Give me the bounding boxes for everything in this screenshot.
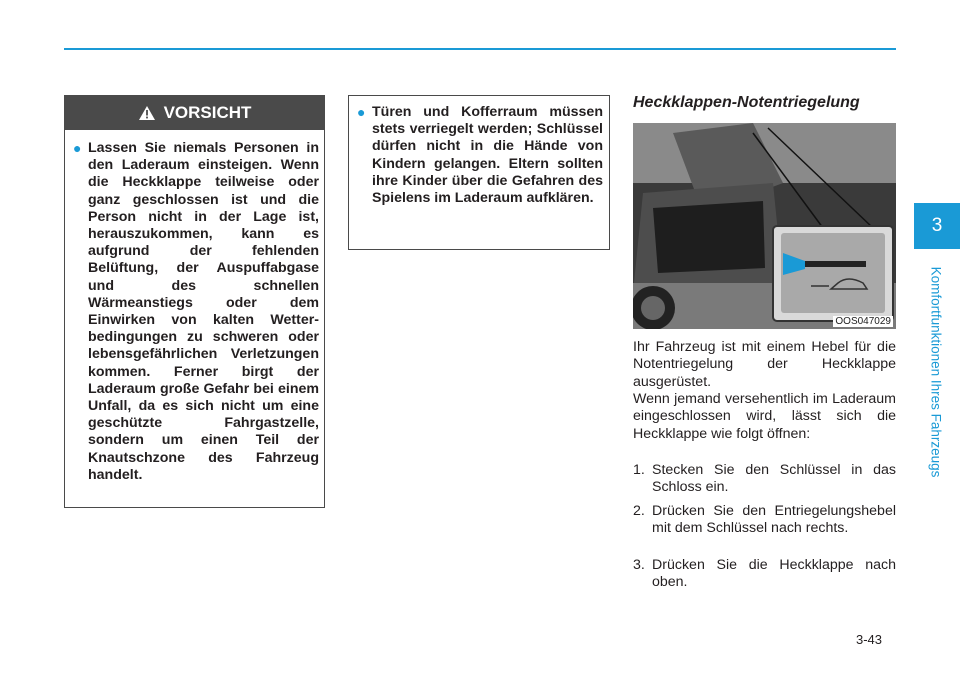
instruction-paragraph: Wenn jemand versehentlich im Laderaum eingeschlossen wird, lässt sich die Heckklappe wie folgt öffnen: [633, 391, 896, 442]
figure-code: OOS047029 [835, 316, 891, 327]
step-2-text: Drücken Sie den Entriegelungshebel mit dem Schlüssel nach rechts. [652, 503, 896, 537]
step-1-text: Stecken Sie den Schlüssel in das Schloss ein. [652, 462, 896, 496]
tailgate-release-figure [633, 123, 896, 329]
warning-bullet-1-text: Lassen Sie niemals Personen in den Laderaum einsteigen. Wenn die Heckklappe teilweise oder ganz geschlossen ist und die Person nicht in der Lage ist, herauszukommen, kann es aufgrund der fehlenden Belüftung, der Auspuffabgase und des schnellen Wärmeanstiegs oder dem Einwirken von kalten Wetter-bedingungen zu schweren oder lebensgefährlichen Verletzungen kommen. Ferner birgt der Laderaum große Gefahr bei einem Unfall, da es sich nicht um eine geschützte Fahrgastzelle, sondern um einen Teil der Knautschzone des Fahrzeug handelt. [88, 140, 319, 483]
step-3-text: Drücken Sie die Heckklappe nach oben. [652, 557, 896, 591]
warning-bullet-2-text: Türen und Kofferraum müssen stets verriegelt werden; Schlüssel dürfen nicht in die Hände von Kindern gelangen. Eltern sollten ihre Kinder über die Gefahren des Spielens im Laderaum aufklären. [372, 104, 603, 207]
step-1 [633, 462, 896, 497]
header-rule [64, 48, 896, 50]
step-2 [633, 503, 896, 538]
warning-bullet-2 [351, 104, 603, 207]
section-title: Heckklappen-Notentriegelung [633, 94, 860, 111]
warning-box-continued [348, 95, 610, 250]
page-number: 3-43 [856, 632, 883, 647]
step-3 [633, 557, 896, 592]
step-1-number: 1. [633, 462, 645, 478]
bullet-dot-icon: ● [73, 140, 82, 156]
step-2-number: 2. [633, 503, 645, 519]
intro-paragraph: Ihr Fahrzeug ist mit einem Hebel für die Notentriegelung der Heckklappe ausgerüstet. [633, 339, 896, 390]
chapter-title: Komfortfunktionen Ihres Fahrzeugs [928, 266, 944, 478]
chapter-number: 3 [931, 215, 943, 236]
warning-heading: VORSICHT [163, 103, 252, 122]
warning-bullet-1 [67, 140, 319, 484]
chapter-tab [914, 203, 960, 249]
warning-header [65, 96, 324, 130]
warning-triangle-icon [138, 105, 156, 121]
tailgate-photo-illustration [633, 123, 896, 329]
step-3-number: 3. [633, 557, 645, 573]
bullet-dot-icon: ● [357, 104, 366, 120]
warning-box [64, 95, 325, 508]
